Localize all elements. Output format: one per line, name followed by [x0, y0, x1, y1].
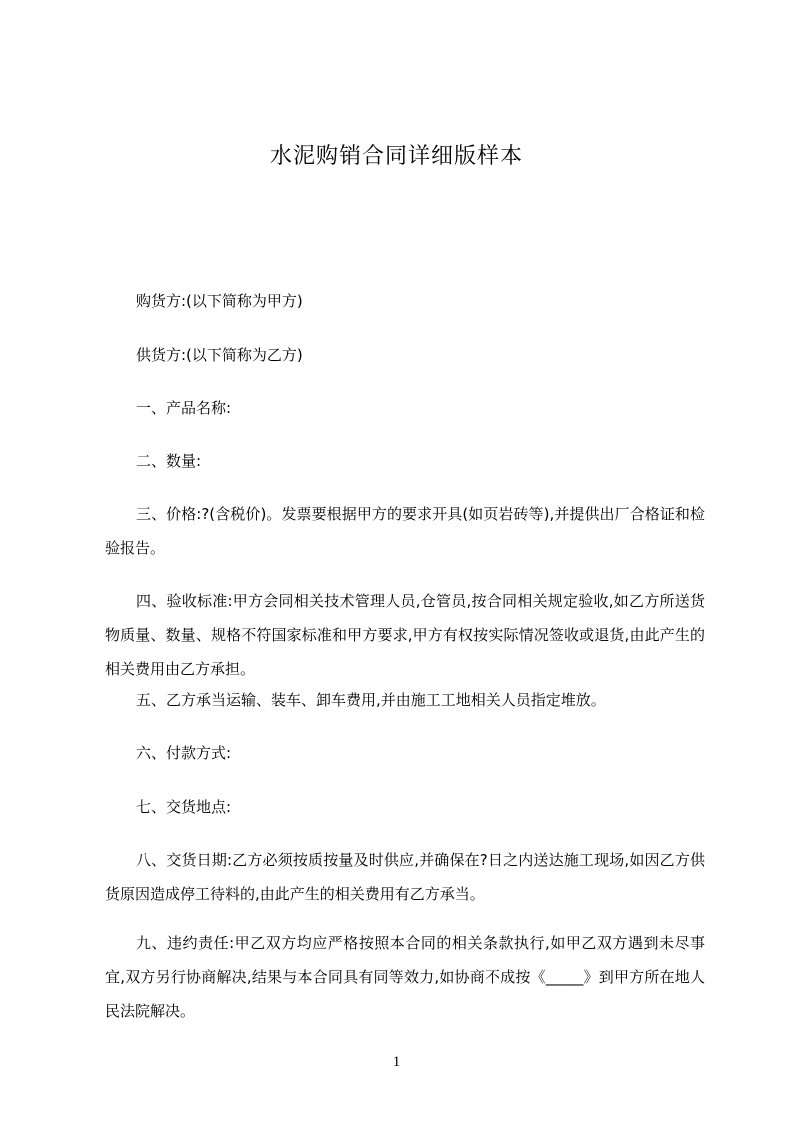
paragraph-transport: 五、乙方承当运输、装车、卸车费用,并由施工工地相关人员指定堆放。	[136, 691, 606, 709]
paragraph-buyer: 购货方:(以下简称为甲方)	[136, 292, 303, 310]
paragraph-acceptance-standard: 四、验收标准:甲方会同相关技术管理人员,仓管员,按合同相关规定验收,如乙方所送货物质量、数量、规格不符国家标准和甲方要求,甲方有权按实际情况签收或退货,由此产生的相关费用由乙方承担。	[105, 592, 705, 678]
paragraph-breach-liability: 九、违约责任:甲乙双方均应严格按照本合同的相关条款执行,如甲乙双方遇到未尽事宜,双方另行协商解决,结果与本合同具有同等效力,如协商不成按《_____》到甲方所在地人民法院解决。	[105, 934, 705, 1020]
document-title: 水泥购销合同详细版样本	[269, 144, 523, 169]
paragraph-supplier: 供货方:(以下简称为乙方)	[136, 346, 303, 364]
paragraph-product-name: 一、产品名称:	[136, 399, 232, 417]
page-number: 1	[392, 1054, 401, 1070]
paragraph-price: 三、价格:?(含税价)。发票要根据甲方的要求开具(如页岩砖等),并提供出厂合格证和检验报告。	[105, 505, 705, 557]
paragraph-payment-method: 六、付款方式:	[136, 744, 232, 762]
paragraph-quantity: 二、数量:	[136, 452, 202, 470]
paragraph-delivery-date: 八、交货日期:乙方必须按质按量及时供应,并确保在?日之内送达施工现场,如因乙方供货原因造成停工待料的,由此产生的相关费用有乙方承当。	[105, 851, 705, 903]
paragraph-delivery-location: 七、交货地点:	[136, 798, 232, 816]
